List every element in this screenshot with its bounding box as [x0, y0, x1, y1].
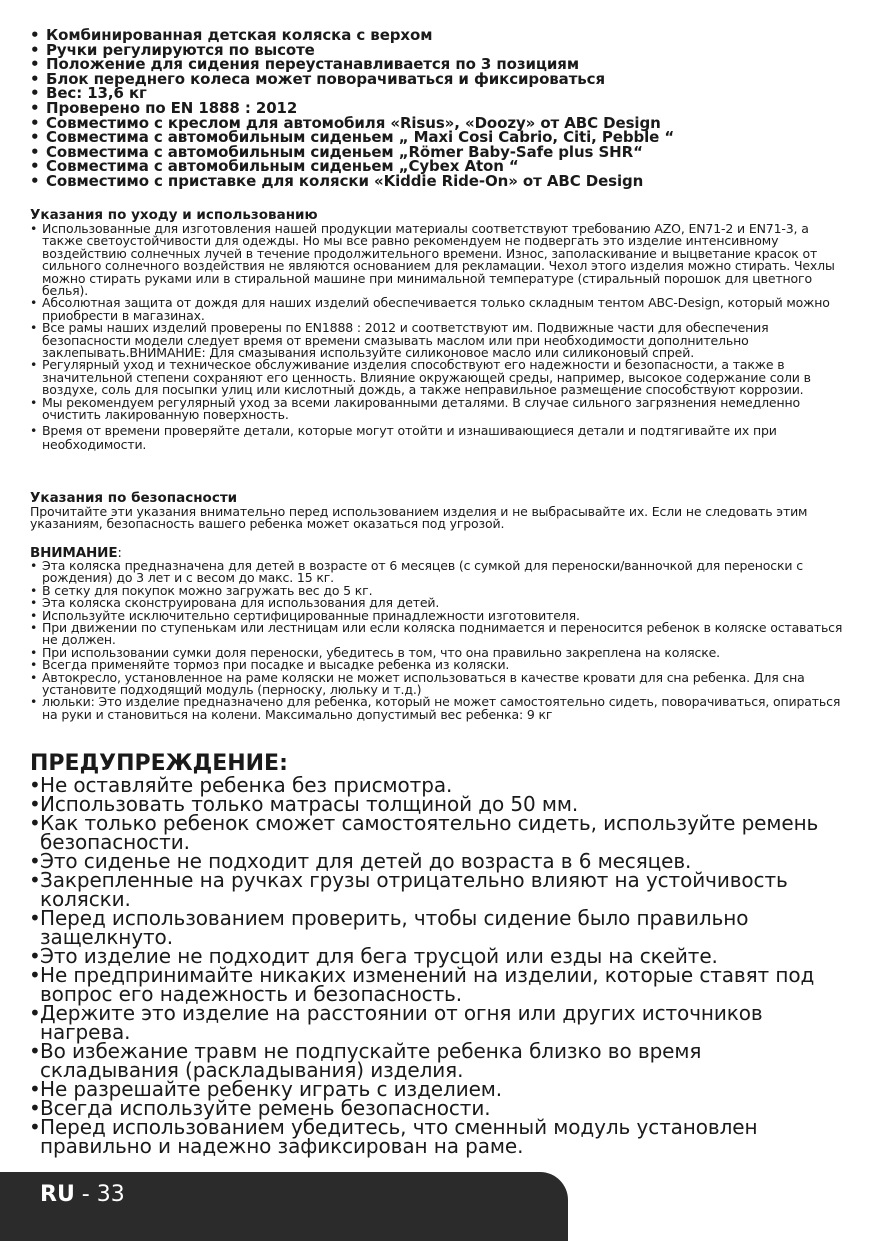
- warning-item: • Не предпринимайте никаких изменений на изделии, которые ставят под вопрос его надежность и безопасность.: [30, 966, 845, 1004]
- attention-item: • люльки: Это изделие предназначено для ребенка, который не может самостоятельно сидеть, поворачиваться, опираться на руки и становиться на колени. Максимально допустимый вес ребенка: 9 кг: [30, 696, 845, 721]
- warning-item: • Во избежание травм не подпускайте ребенка близко во время складывания (раскладывания) изделия.: [30, 1042, 845, 1080]
- attention-item: • Эта коляска предназначена для детей в возрасте от 6 месяцев (с сумкой для переноски/ванночкой для переноски с рождения) до 3 лет и с весом до макс. 15 кг.: [30, 560, 845, 585]
- warning-item: • Не разрешайте ребенку играть с изделием.: [30, 1080, 845, 1099]
- feature-item: • Комбинированная детская коляска с верхом: [30, 28, 845, 43]
- care-item: • Использованные для изготовления нашей продукции материалы соответствуют требованию AZO, EN71-2 и EN71-3, а также светоустойчивости для одежды. Но мы все равно рекомендуем не подвергать это изделие интенсивному воздействию солнечных лучей в течение продолжительного времени. Износ, заполаскивание и выцветание красок от сильного солнечного воздействия не являются основанием для рекламации. Чехол этого изделия можно стирать. Чехлы можно стирать руками или в стиральной машине при минимальной температуре (стиральный порошок для цветного белья).: [30, 223, 845, 297]
- care-title: Указания по уходу и использованию: [30, 207, 318, 223]
- warning-item: • Закрепленные на ручках грузы отрицательно влияют на устойчивость коляски.: [30, 871, 845, 909]
- attention-section: [30, 546, 845, 721]
- attention-item: • При движении по ступенькам или лестницам или если коляска поднимается и переносится ребенок в коляске оставаться не должен.: [30, 622, 845, 647]
- care-item: • Абсолютная защита от дождя для наших изделий обеспечивается только складным тентом ABC-Design, который можно приобрести в магазинах.: [30, 297, 845, 322]
- footer-separator: -: [74, 1182, 97, 1207]
- attention-item: • Автокресло, установленное на раме коляски не может использоваться в качестве кровати для сна ребенка. Для сна установите подходящий модуль (перноску, люльку и т.д.): [30, 672, 845, 697]
- care-item: • Все рамы наших изделий проверены по EN1888 : 2012 и соответствуют им. Подвижные части для обеспечения безопасности модели следует время от времени смазывать маслом или при необходимости дополнительно заклепывать.ВНИМАНИЕ: Для смазывания используйте силиконовое масло или силиконовый спрей.: [30, 322, 845, 359]
- page-footer: [40, 1181, 125, 1209]
- warning-list: [30, 773, 845, 1158]
- warning-item: • Не оставляйте ребенка без присмотра.: [30, 776, 845, 795]
- feature-item: • Совместима с автомобильным сиденьем „ Maxi Cosi Cabrio, Citi, Pebble “: [30, 130, 845, 145]
- feature-item: • Вес: 13,6 кг: [30, 86, 845, 101]
- feature-list: [30, 28, 845, 189]
- warning-title: ПРЕДУПРЕЖДЕНИЕ:: [30, 751, 288, 776]
- attention-item: • При использовании сумки доля переноски, убедитесь в том, что она правильно закреплена на коляске.: [30, 647, 845, 659]
- feature-item: • Ручки регулируются по высоте: [30, 43, 845, 58]
- page-number: 33: [96, 1182, 125, 1207]
- feature-item: • Проверено по EN 1888 : 2012: [30, 101, 845, 116]
- attention-item: • Всегда применяйте тормоз при посадке и высадке ребенка из коляски.: [30, 659, 845, 671]
- warning-item: • Использовать только матрасы толщиной до 50 мм.: [30, 795, 845, 814]
- feature-item: • Совместима с автомобильным сиденьем „Cybex Aton “: [30, 159, 845, 174]
- warning-item: • Это сиденье не подходит для детей до возраста в 6 месяцев.: [30, 852, 845, 871]
- feature-item: • Совместима с автомобильным сиденьем „Römer Baby-Safe plus SHR“: [30, 145, 845, 160]
- care-section: [30, 207, 845, 452]
- attention-item: • В сетку для покупок можно загружать вес до 5 кг.: [30, 585, 845, 597]
- feature-item: • Совместимо с креслом для автомобиля «Risus», «Doozy» от ABC Design: [30, 116, 845, 131]
- warning-item: • Держите это изделие на расстоянии от огня или других источников нагрева.: [30, 1004, 845, 1042]
- care-item: • Мы рекомендуем регулярный уход за всеми лакированными деталями. В случае сильного загрязнения немедленно очистить лакированную поверхность.: [30, 397, 845, 422]
- warning-item: • Как только ребенок сможет самостоятельно сидеть, используйте ремень безопасности.: [30, 814, 845, 852]
- warning-item: • Это изделие не подходит для бега трусцой или езды на скейте.: [30, 947, 845, 966]
- care-list: [30, 223, 845, 452]
- attention-item: • Используйте исключительно сертифицированные принадлежности изготовителя.: [30, 610, 845, 622]
- feature-item: • Совместимо с приставкe для коляски «Kiddie Ride-On» от ABC Design: [30, 174, 845, 189]
- feature-item: • Положение для сидения переустанавливается по 3 позициям: [30, 57, 845, 72]
- safety-title: Указания по безопасности: [30, 490, 238, 506]
- care-item: • Время от времени проверяйте детали, которые могут отойти и изнашивающиеся детали и подтягивайте их при необходимости.: [30, 424, 845, 452]
- warning-section: [30, 752, 845, 1156]
- attention-item: • Эта коляска сконструирована для использования для детей.: [30, 597, 845, 609]
- warning-item: • Перед использованием убедитесь, что сменный модуль установлен правильно и надежно зафиксирован на раме.: [30, 1118, 845, 1156]
- language-code: RU: [40, 1182, 75, 1207]
- feature-item: • Блок переднего колеса может поворачиваться и фиксироваться: [30, 72, 845, 87]
- attention-label: ВНИМАНИЕ: [30, 545, 118, 561]
- attention-list: [30, 560, 845, 721]
- warning-item: • Всегда используйте ремень безопасности.: [30, 1099, 845, 1118]
- safety-text: Прочитайте эти указания внимательно перед использованием изделия и не выбрасывайте их. Если не следовать этим указаниям, безопасность вашего ребенка может оказаться под угрозой.: [30, 504, 808, 532]
- safety-section: [30, 490, 845, 531]
- care-item: • Регулярный уход и техническое обслуживание изделия способствуют его надежности и безопасности, а также в значительной степени сохраняют его ценность. Влияние окружающей среды, например, высокое содержание соли в воздухе, соль для посыпки улиц или кислотный дождь, а также неправильное размещение способствуют коррозии.: [30, 359, 845, 396]
- attention-colon: :: [117, 545, 122, 561]
- warning-item: • Перед использованием проверить, чтобы сидение было правильно защелкнуто.: [30, 909, 845, 947]
